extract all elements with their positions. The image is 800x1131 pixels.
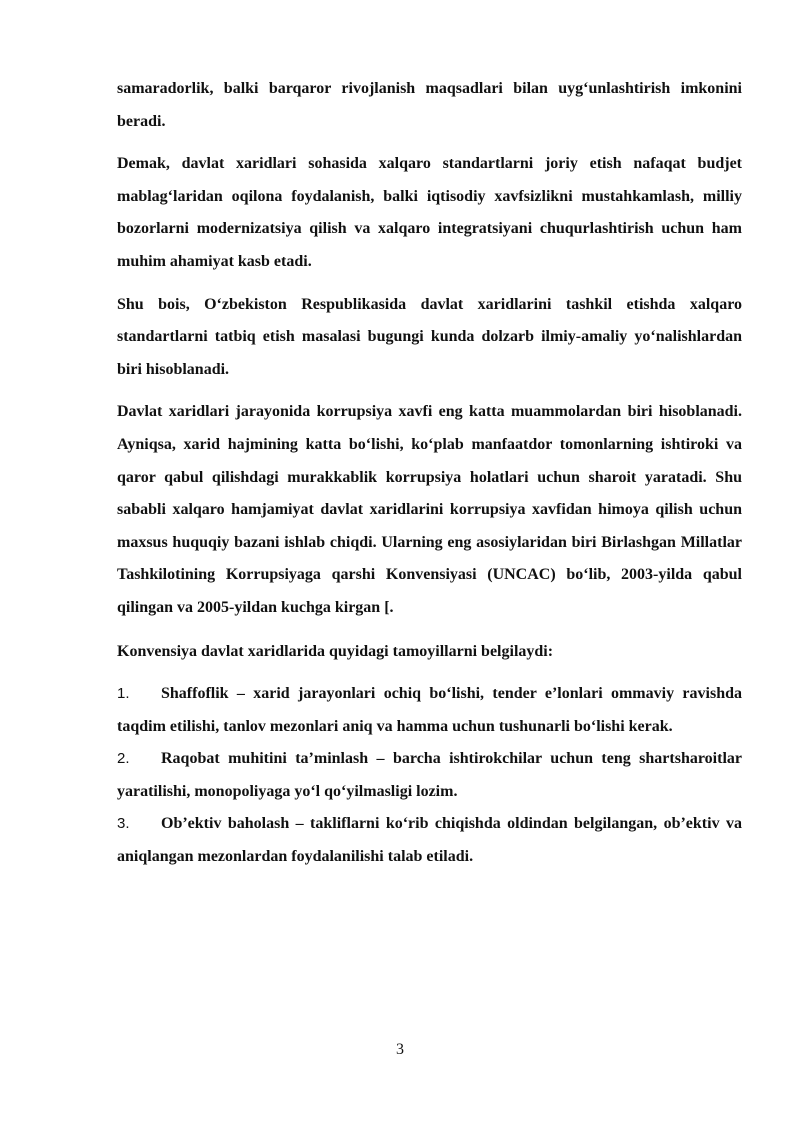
list-item-number: 2.: [117, 750, 130, 768]
paragraph-5: Konvensiya davlat xaridlarida quyidagi tamoyillarni belgilaydi:: [117, 642, 554, 660]
paragraph-2: Demak, davlat xaridlari sohasida xalqaro standartlarni joriy etish nafaqat budjet mablag‘laridan oqilona foydalanish, balki iqtisodiy xavfsizlikni mustahkamlash, milliy bozorlarni modernizatsiya qilish va xalqaro integratsiyani chuqurlashtirish uchun ham muhim ahamiyat kasb etadi.: [117, 155, 742, 270]
list-item: [117, 808, 742, 873]
list-item-text: Shaffoflik – xarid jarayonlari ochiq bo‘lishi, tender e’lonlari ommaviy ravishda taqdim etilishi, tanlov mezonlari aniq va hamma uchun tushunarli bo‘lishi kerak.: [117, 685, 742, 735]
paragraph-4: Davlat xaridlari jarayonida korrupsiya xavfi eng katta muammolardan biri hisoblanadi. Ayniqsa, xarid hajmining katta bo‘lishi, ko‘plab manfaatdor tomonlarning ishtiroki va qaror qabul qilishdagi murakkablik korrupsiya holatlari uchun sharoit yaratadi. Shu sababli xalqaro hamjamiyat davlat xaridlarini korrupsiya xavfidan himoya qilish uchun maxsus huquqiy bazani ishlab chiqdi. Ularning eng asosiylaridan biri Birlashgan Millatlar Tashkilotining Korrupsiyaga qarshi Konvensiyasi (UNCAC) bo‘lib, 2003-yilda qabul qilingan va 2005-yildan kuchga kirgan [.: [117, 403, 742, 616]
paragraph-1: samaradorlik, balki barqaror rivojlanish maqsadlari bilan uyg‘unlashtirish imkonini beradi.: [117, 80, 742, 130]
principles-list: [117, 678, 742, 874]
document-page: [117, 73, 742, 874]
list-item-number: 1.: [117, 685, 130, 703]
paragraph-3: Shu bois, O‘zbekiston Respublikasida davlat xaridlarini tashkil etishda xalqaro standartlarni tatbiq etish masalasi bugungi kunda dolzarb ilmiy-amaliy yo‘nalishlardan biri hisoblanadi.: [117, 295, 742, 378]
list-item-text: Ob’ektiv baholash – takliflarni ko‘rib chiqishda oldindan belgilangan, ob’ektiv va aniqlangan mezonlardan foydalanilishi talab etiladi.: [117, 815, 742, 866]
list-item-number: 3.: [117, 815, 130, 833]
list-item: [117, 678, 742, 743]
list-item-text: Raqobat muhitini ta’minlash – barcha ishtirokchilar uchun teng shartsharoitlar yaratilishi, monopoliyaga yo‘l qo‘yilmasligi lozim.: [117, 750, 742, 800]
page-number: 3: [396, 1041, 404, 1058]
list-item: [117, 743, 742, 808]
